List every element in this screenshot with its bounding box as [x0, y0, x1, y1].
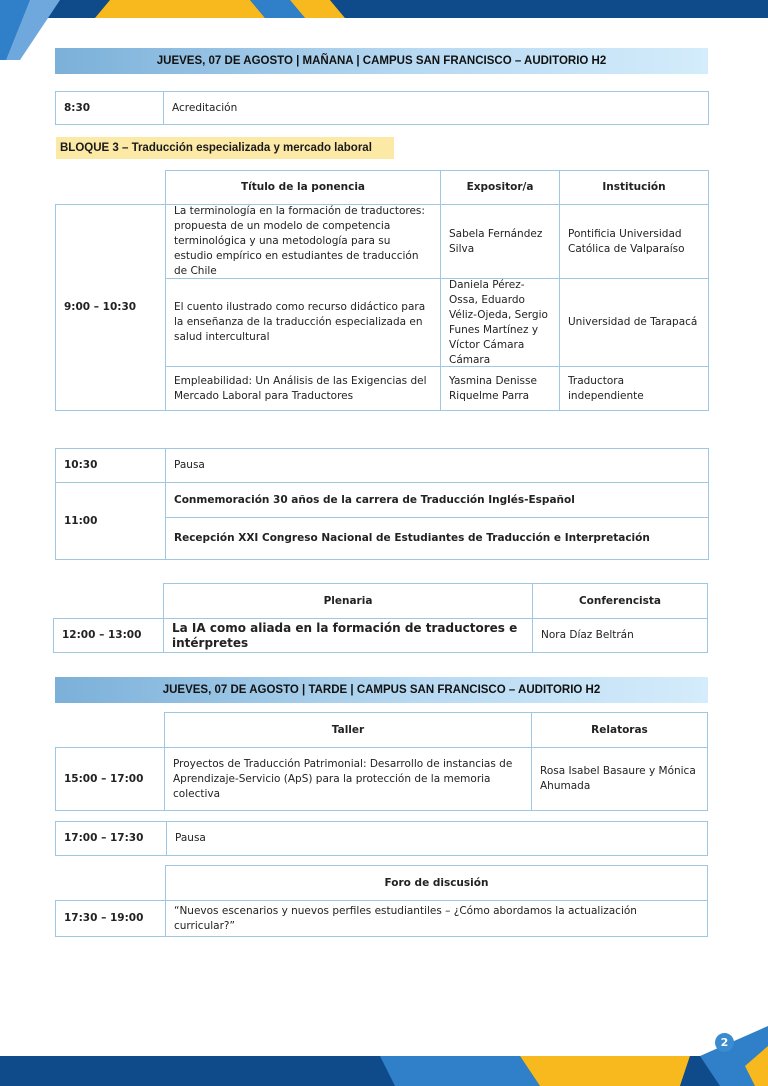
talk-institution: Universidad de Tarapacá: [559, 278, 709, 367]
morning-section-header: JUEVES, 07 DE AGOSTO | MAÑANA | CAMPUS SAN FRANCISCO – AUDITORIO H2: [55, 48, 708, 74]
talk-title: El cuento ilustrado como recurso didáctico para la enseñanza de la traducción especializada en salud intercultural: [165, 278, 441, 367]
pausa2-label: Pausa: [166, 821, 708, 856]
relatoras-header: Relatoras: [531, 712, 708, 748]
plenaria-speaker: Nora Díaz Beltrán: [532, 618, 708, 653]
plenaria-title: La IA como aliada en la formación de traductores e intérpretes: [163, 618, 533, 653]
bloque-title: BLOQUE 3 – Traducción especializada y mercado laboral: [56, 137, 394, 159]
taller-time: 15:00 – 17:00: [55, 747, 165, 811]
talk-institution: Pontificia Universidad Católica de Valparaíso: [559, 204, 709, 279]
taller-speaker: Rosa Isabel Basaure y Mónica Ahumada: [531, 747, 708, 811]
header-speaker: Expositor/a: [440, 170, 560, 205]
eleven-time: 11:00: [55, 482, 166, 560]
talk-speaker: Yasmina Denisse Riquelme Parra: [440, 366, 560, 411]
bloque-time: 9:00 – 10:30: [55, 204, 166, 411]
header-title: Título de la ponencia: [165, 170, 441, 205]
conferencista-header: Conferencista: [532, 583, 708, 619]
talk-title: Empleabilidad: Un Análisis de las Exigencias del Mercado Laboral para Traductores: [165, 366, 441, 411]
foro-title: “Nuevos escenarios y nuevos perfiles estudiantiles – ¿Cómo abordamos la actualización curricular?”: [165, 900, 708, 937]
pausa1-label: Pausa: [165, 448, 709, 483]
pausa2-time: 17:00 – 17:30: [55, 821, 167, 856]
bottom-decoration: [0, 1026, 768, 1086]
foro-time: 17:30 – 19:00: [55, 900, 166, 937]
talk-speaker: Daniela Pérez-Ossa, Eduardo Véliz-Ojeda, Sergio Funes Martínez y Víctor Cámara Cámara: [440, 278, 560, 367]
plenaria-header: Plenaria: [163, 583, 533, 619]
talk-title: La terminología en la formación de traductores: propuesta de un modelo de competencia terminológica y una metodología para su estudio empírico en estudiantes de traducción de Chile: [165, 204, 441, 279]
page-number: 2: [715, 1033, 734, 1052]
foro-header: Foro de discusión: [165, 865, 708, 901]
taller-title: Proyectos de Traducción Patrimonial: Desarrollo de instancias de Aprendizaje-Servicio (ApS) para la protección de la memoria colectiva: [164, 747, 532, 811]
talk-institution: Traductora independiente: [559, 366, 709, 411]
afternoon-section-header: JUEVES, 07 DE AGOSTO | TARDE | CAMPUS SAN FRANCISCO – AUDITORIO H2: [55, 677, 708, 703]
talk-speaker: Sabela Fernández Silva: [440, 204, 560, 279]
eleven-item: Conmemoración 30 años de la carrera de Traducción Inglés-Español: [165, 482, 709, 518]
pausa1-time: 10:30: [55, 448, 166, 483]
taller-header: Taller: [164, 712, 532, 748]
acreditacion-label: Acreditación: [163, 91, 709, 125]
plenaria-time: 12:00 – 13:00: [53, 618, 164, 653]
acreditacion-time: 8:30: [55, 91, 164, 125]
header-institution: Institución: [559, 170, 709, 205]
eleven-item: Recepción XXI Congreso Nacional de Estudiantes de Traducción e Interpretación: [165, 517, 709, 560]
